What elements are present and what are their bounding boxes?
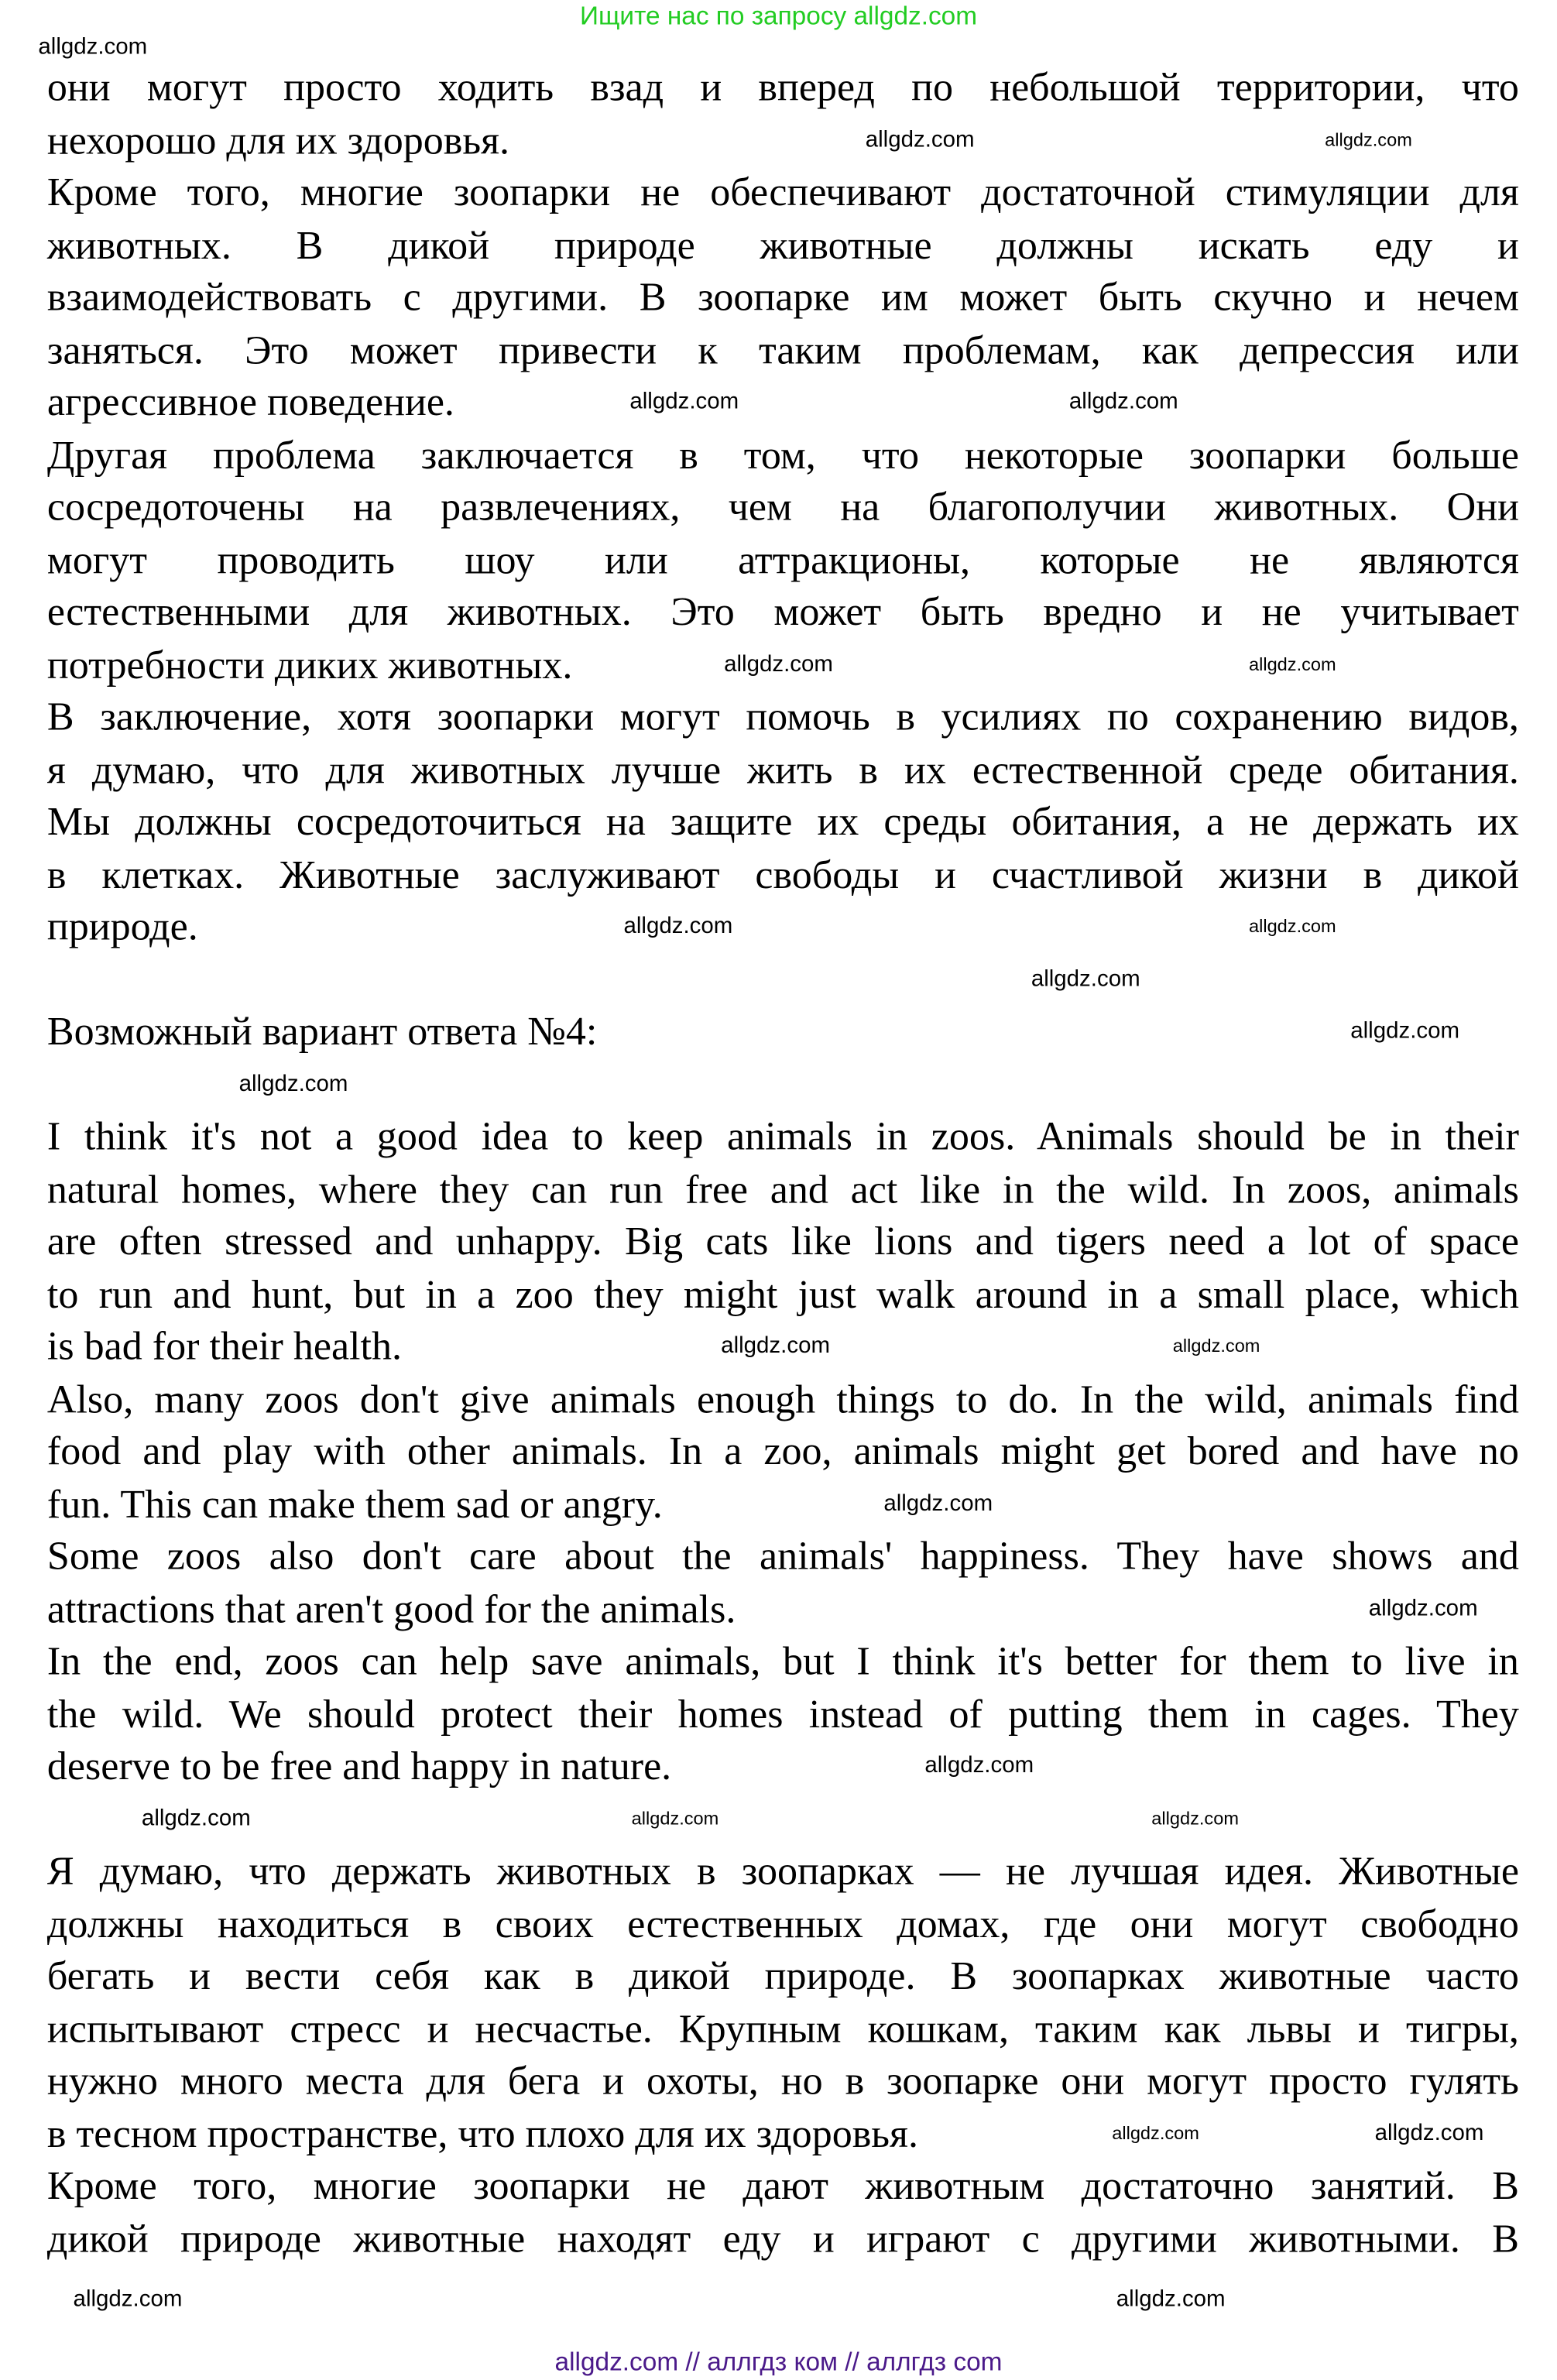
text-line: испытывают стресс и несчастье. Крупным кошкам, таким как львы и тигры, <box>46 2004 1519 2051</box>
text-line: животных. В дикой природе животные должны искать еду и <box>46 221 1519 267</box>
paragraph <box>47 1844 1519 2159</box>
watermark: allgdz.com <box>1325 128 1412 150</box>
watermark: allgdz.com <box>1068 388 1178 415</box>
text-line: могут проводить шоу или аттракционы, которые не являются <box>46 536 1519 582</box>
text-line: food and play with other animals. In a zoo, animals might get bored and have no <box>46 1428 1519 1474</box>
text-line: Другая проблема заключается в том, что некоторые зоопарки больше <box>46 430 1519 477</box>
watermark: allgdz.com <box>1368 1595 1478 1621</box>
watermark: allgdz.com <box>1374 2119 1484 2146</box>
text-line: In the end, zoos can help save animals, but I think it's better for them to live in <box>46 1638 1519 1684</box>
watermark: allgdz.com <box>1116 2286 1226 2313</box>
text-line: в клетках. Животные заслуживают свободы и счастливой жизни в дикой <box>46 850 1519 897</box>
text-line: естественными для животных. Это может быть вредно и не учитывает <box>46 588 1519 634</box>
text-line: I think it's not a good idea to keep animals in zoos. Animals should be in their <box>46 1113 1519 1159</box>
text-line: нужно много места для бега и охоты, но в зоопарке они могут просто гулять <box>46 2057 1519 2104</box>
text-line: natural homes, where they can run free and act like in the wild. In zoos, animals <box>46 1165 1519 1212</box>
paragraph <box>47 1634 1519 1792</box>
text-line: are often stressed and unhappy. Big cats like lions and tigers need a lot of space <box>46 1218 1519 1264</box>
watermark: allgdz.com <box>721 1332 830 1359</box>
text-line: нехорошо для их здоровья. <box>46 116 510 163</box>
paragraph <box>47 2159 1519 2265</box>
watermark: allgdz.com <box>865 126 975 153</box>
watermark: allgdz.com <box>238 1070 348 1096</box>
text-line: is bad for their health. <box>46 1322 403 1369</box>
text-line: бегать и вести себя как в дикой природе. В зоопарках животные часто <box>46 1952 1519 1998</box>
watermark: allgdz.com <box>1248 653 1336 674</box>
text-line: the wild. We should protect their homes instead of putting them in cages. They <box>46 1689 1519 1736</box>
watermark: allgdz.com <box>883 1490 993 1517</box>
watermark: allgdz.com <box>1172 1335 1260 1356</box>
watermark: allgdz.com <box>1031 965 1140 992</box>
blank-line <box>47 952 1519 1005</box>
footer-links: allgdz.com // аллгдз ком // аллгдз com <box>554 2347 1003 2377</box>
paragraph <box>47 166 1519 428</box>
text-line: они могут просто ходить взад и вперед по небольшой территории, что <box>46 63 1519 110</box>
watermark: allgdz.com <box>924 1752 1034 1778</box>
text-line: дикой природе животные находят еду и играют с другими животными. В <box>46 2214 1519 2261</box>
watermark: allgdz.com <box>73 2286 183 2313</box>
text-line: должны находиться в своих естественных домах, где они могут свободно <box>46 1899 1519 1946</box>
paragraph <box>47 61 1519 166</box>
text-line: взаимодействовать с другими. В зоопарке им может быть скучно и нечем <box>46 273 1519 320</box>
text-line: Кроме того, многие зоопарки не дают животным достаточно занятий. В <box>46 2162 1519 2208</box>
watermark: allgdz.com <box>724 650 833 677</box>
document-body <box>47 61 1519 2265</box>
watermark: allgdz.com <box>629 388 739 415</box>
text-line: заняться. Это может привести к таким проблемам, как депрессия или <box>46 326 1519 372</box>
text-line: Мы должны сосредоточиться на защите их среды обитания, а не держать их <box>46 798 1519 844</box>
text-line: Some zoos also don't care about the animals' happiness. They have shows and <box>46 1532 1519 1579</box>
text-line: потребности диких животных. <box>46 640 573 687</box>
watermark: allgdz.com <box>1248 915 1336 937</box>
text-line: агрессивное поведение. <box>46 379 454 424</box>
text-line: fun. This can make them sad or angry. <box>46 1480 663 1526</box>
text-line: В заключение, хотя зоопарки могут помочь в усилиях по сохранению видов, <box>46 693 1519 739</box>
watermark: allgdz.com <box>141 1805 251 1831</box>
paragraph <box>47 1005 1519 1058</box>
watermark: allgdz.com <box>623 913 733 939</box>
watermark: allgdz.com <box>631 1807 719 1829</box>
text-line: Also, many zoos don't give animals enough things to do. In the wild, animals find <box>46 1375 1519 1421</box>
paragraph <box>47 1530 1519 1635</box>
watermark: allgdz.com <box>38 34 148 60</box>
watermark: allgdz.com <box>1151 1807 1239 1829</box>
text-line: to run and hunt, but in a zoo they might just walk around in a small place, which <box>46 1270 1519 1316</box>
watermark: allgdz.com <box>1112 2121 1199 2144</box>
header-search-hint: Ищите нас по запросу allgdz.com <box>579 1 978 31</box>
text-line: attractions that aren't good for the animals. <box>46 1585 736 1631</box>
text-line: Кроме того, многие зоопарки не обеспечивают достаточной стимуляции для <box>46 168 1519 214</box>
text-line: я думаю, что для животных лучше жить в их естественной среде обитания. <box>46 746 1519 792</box>
paragraph <box>47 691 1519 953</box>
text-line: deserve to be free and happy in nature. <box>46 1742 672 1788</box>
text-line: Я думаю, что держать животных в зоопарках — не лучшая идея. Животные <box>46 1847 1519 1894</box>
blank-line <box>47 1792 1519 1844</box>
paragraph <box>47 1372 1519 1529</box>
text-line: сосредоточены на развлечениях, чем на благополучии животных. Они <box>46 483 1519 530</box>
text-line: Возможный вариант ответа №4: <box>46 1008 598 1054</box>
text-line: в тесном пространстве, что плохо для их здоровья. <box>46 2109 919 2155</box>
text-line: природе. <box>46 903 198 949</box>
watermark: allgdz.com <box>1350 1017 1460 1044</box>
